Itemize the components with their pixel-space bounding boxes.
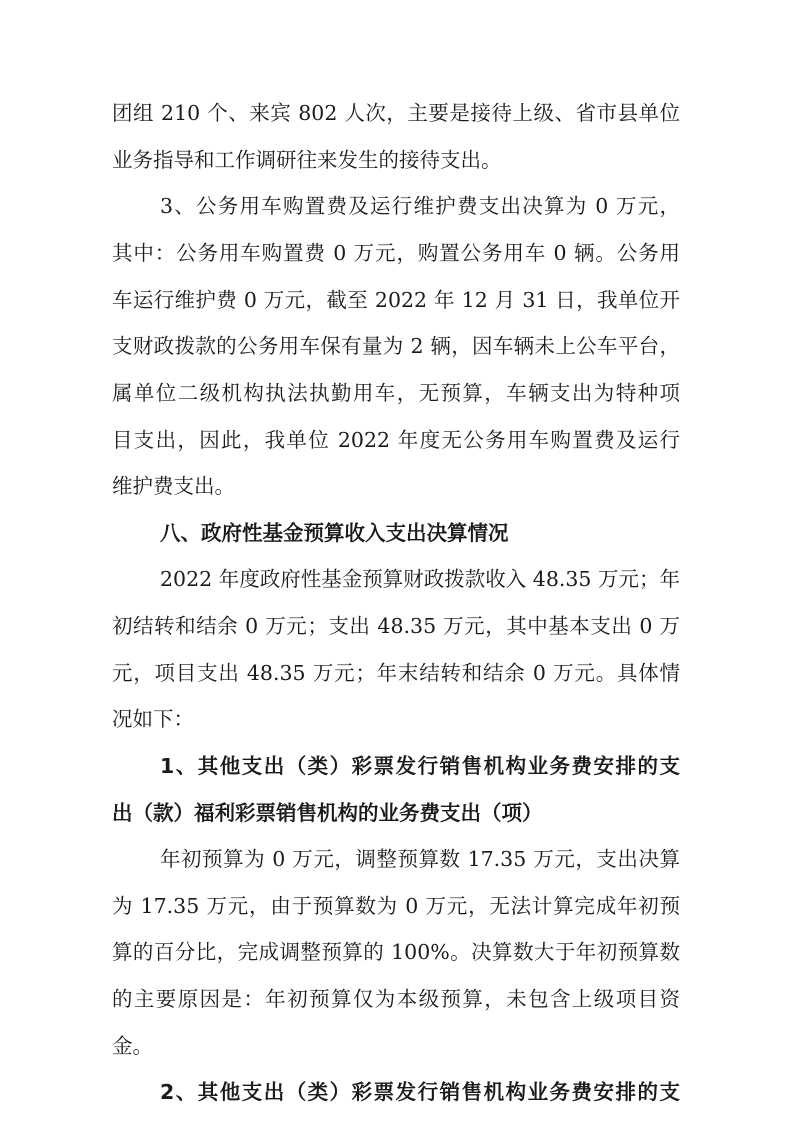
subsection-heading: 1、其他支出（类）彩票发行销售机构业务费安排的支: [160, 754, 680, 778]
paragraph-line: 算的百分比，完成调整预算的 100%。决算数大于年初预算数: [112, 940, 680, 964]
paragraph-line: 2022 年度政府性基金预算财政拨款收入 48.35 万元；年: [160, 567, 680, 591]
paragraph-line: 业务指导和工作调研往来发生的接待支出。: [112, 148, 502, 172]
paragraph-line: 属单位二级机构执法执勤用车，无预算，车辆支出为特种项: [112, 381, 680, 405]
paragraph-line: 3、公务用车购置费及运行维护费支出决算为 0 万元，: [160, 194, 680, 218]
paragraph-line: 其中：公务用车购置费 0 万元，购置公务用车 0 辆。公务用: [112, 241, 680, 265]
paragraph-line: 金。: [112, 1034, 153, 1058]
paragraph-line: 车运行维护费 0 万元，截至 2022 年 12 月 31 日，我单位开: [112, 288, 680, 312]
subsection-heading: 2、其他支出（类）彩票发行销售机构业务费安排的支: [160, 1080, 680, 1104]
paragraph-line: 支财政拨款的公务用车保有量为 2 辆，因车辆未上公车平台，: [112, 334, 680, 358]
paragraph-line: 元，项目支出 48.35 万元；年末结转和结余 0 万元。具体情: [112, 661, 680, 685]
paragraph-line: 团组 210 个、来宾 802 人次，主要是接待上级、省市县单位: [112, 101, 680, 125]
paragraph-line: 初结转和结余 0 万元；支出 48.35 万元，其中基本支出 0 万: [112, 614, 680, 638]
paragraph-line: 目支出，因此，我单位 2022 年度无公务用车购置费及运行: [112, 428, 680, 452]
paragraph-line: 为 17.35 万元，由于预算数为 0 万元，无法计算完成年初预: [112, 894, 680, 918]
paragraph-line: 况如下：: [112, 707, 194, 731]
paragraph-line: 的主要原因是：年初预算仅为本级预算，未包含上级项目资: [112, 987, 680, 1011]
section-heading: 八、政府性基金预算收入支出决算情况: [160, 521, 509, 545]
paragraph-line: 维护费支出。: [112, 474, 235, 498]
subsection-heading: 出（款）福利彩票销售机构的业务费支出（项）: [112, 801, 543, 825]
paragraph-line: 年初预算为 0 万元，调整预算数 17.35 万元，支出决算: [160, 847, 680, 871]
